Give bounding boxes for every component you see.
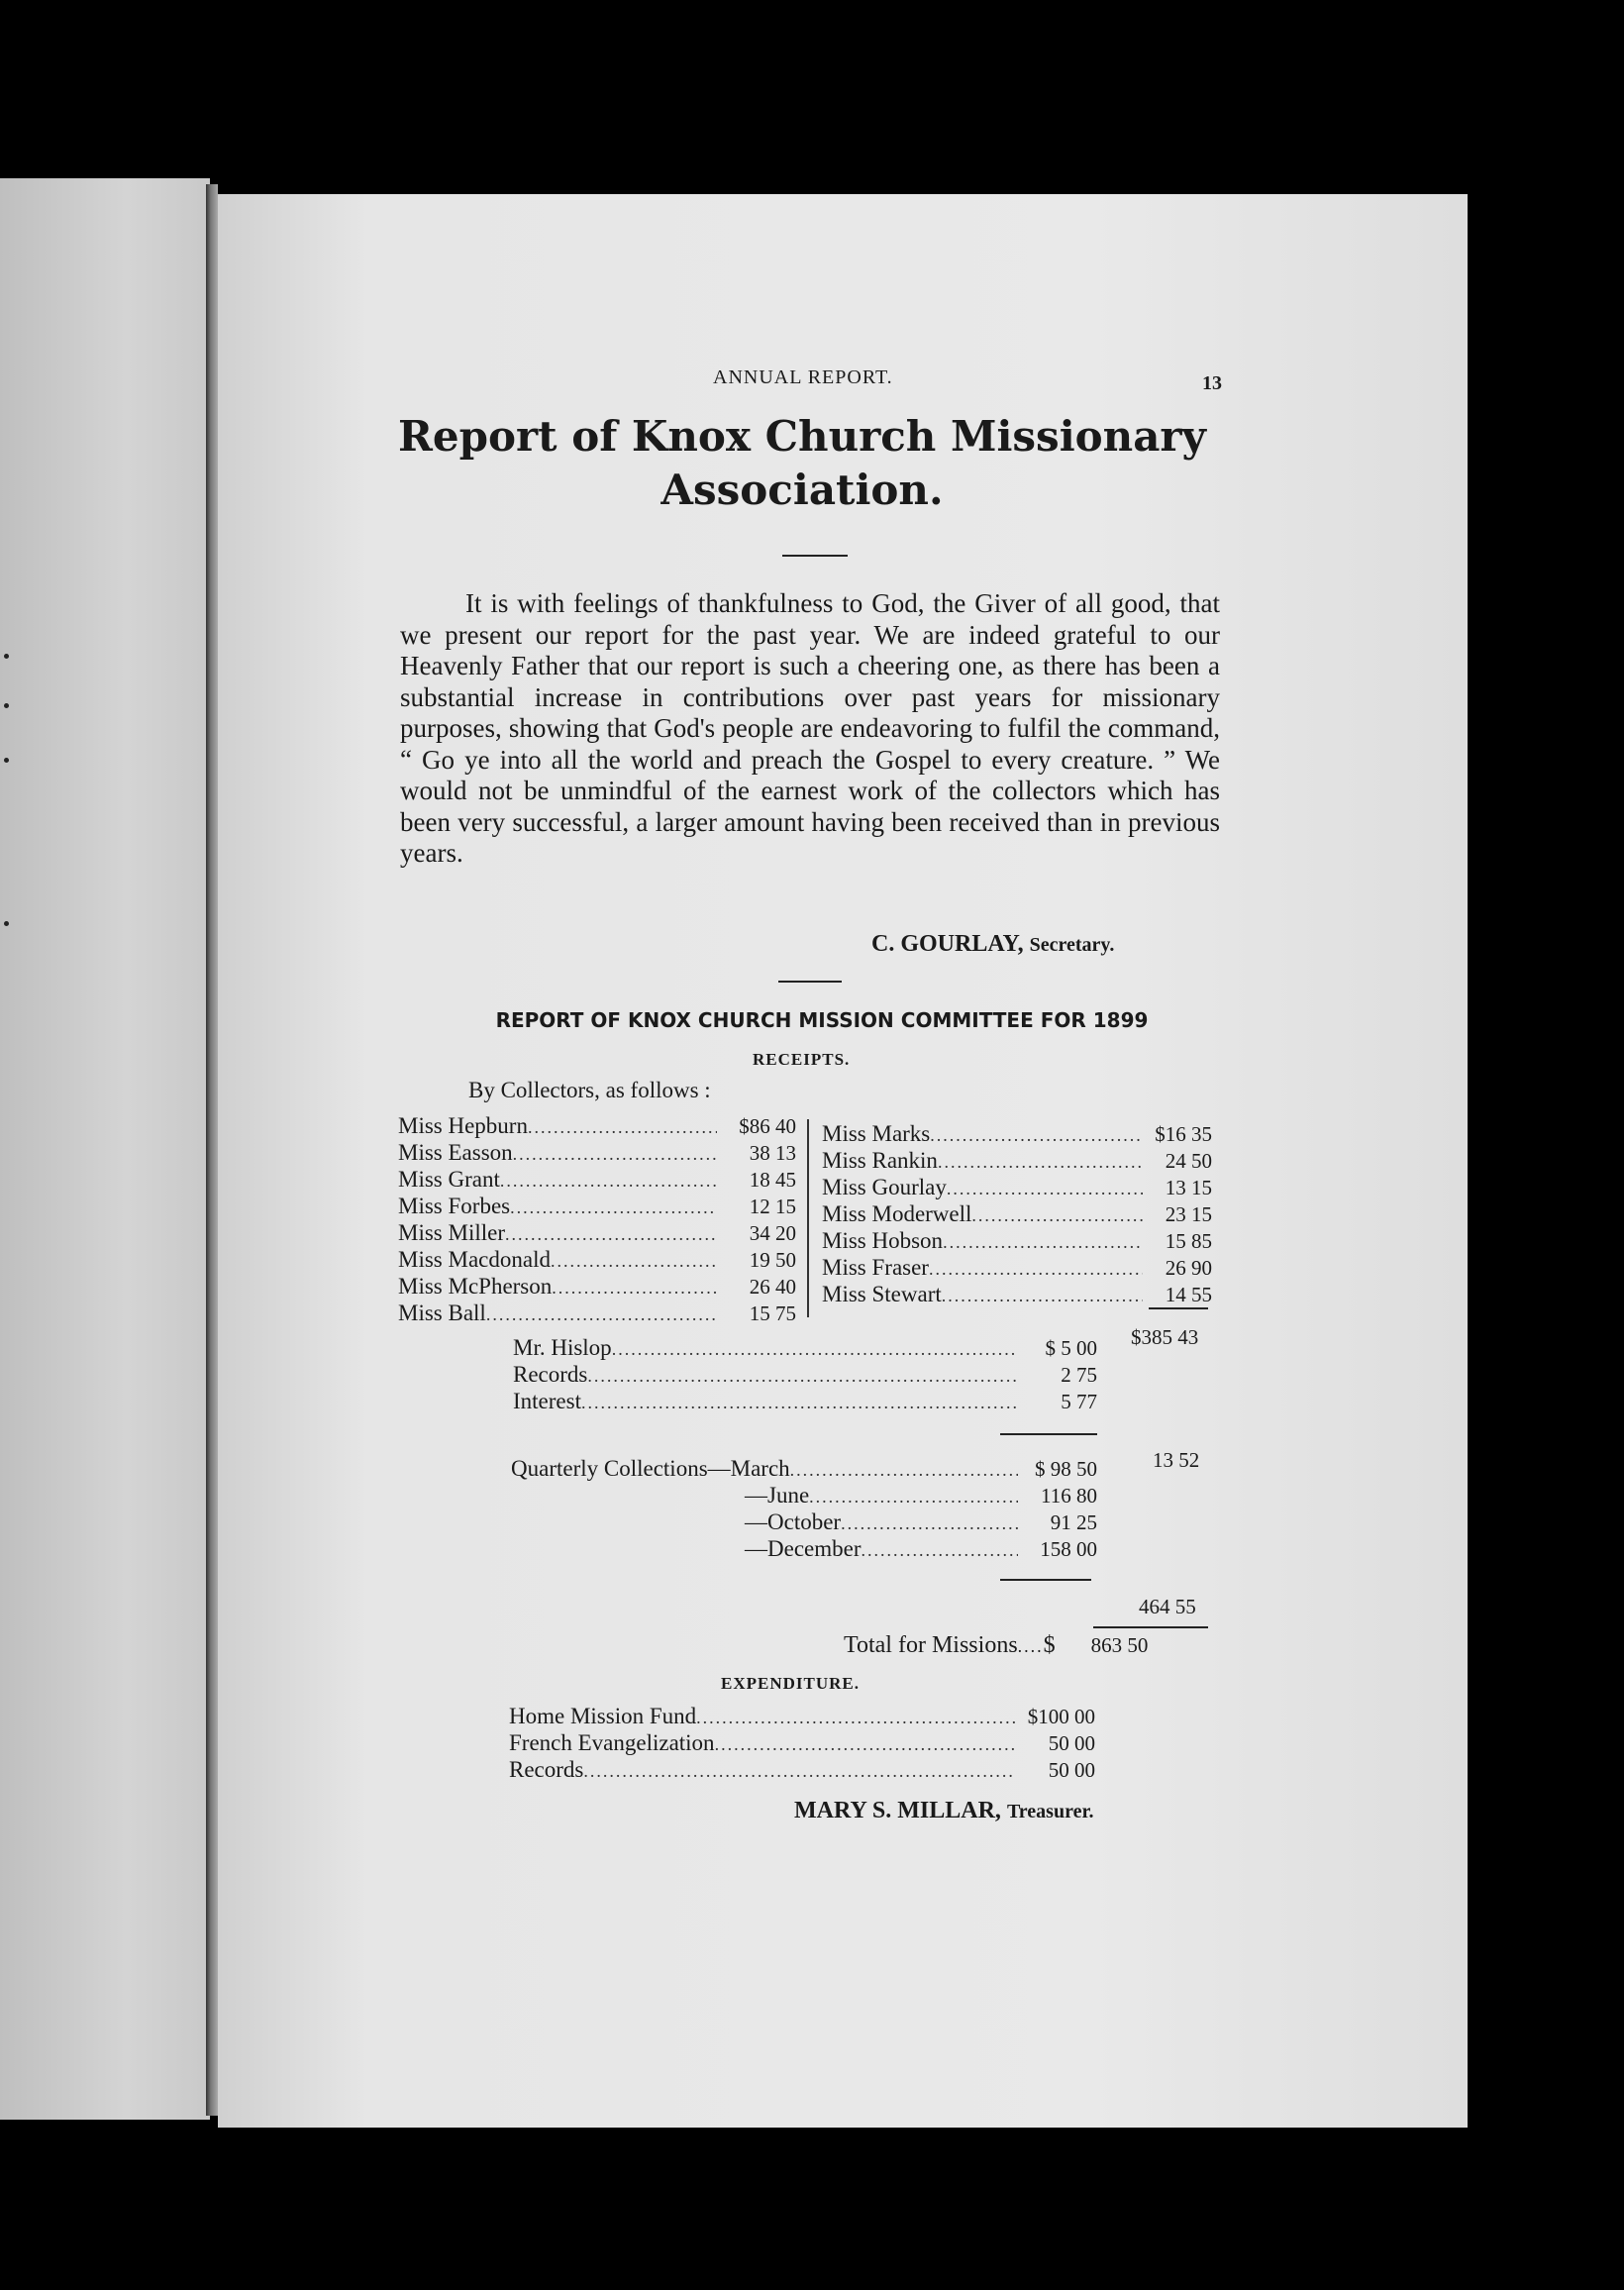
quarterly-amount: 158 00 — [1040, 1537, 1097, 1561]
total-amount: 863 50 — [1090, 1633, 1149, 1657]
collector-amount: 12 15 — [749, 1195, 796, 1218]
collectors-total: $385 43 — [1131, 1325, 1199, 1349]
expenditure-name: Home Mission Fund — [509, 1704, 697, 1728]
quarterly-row — [511, 1483, 1097, 1509]
collector-amount: 26 90 — [1165, 1256, 1212, 1280]
quarterly-row — [511, 1536, 1097, 1563]
collectors-intro: By Collectors, as follows : — [468, 1078, 711, 1102]
collector-row — [398, 1247, 796, 1274]
total-dollar-sign: $ — [1043, 1632, 1056, 1658]
leader-dots — [715, 1732, 1016, 1757]
collector-row — [822, 1175, 1212, 1201]
margin-mark — [4, 758, 9, 763]
collectors-right-column — [822, 1121, 1212, 1308]
leader-dots — [505, 1222, 717, 1247]
collector-amount: 13 15 — [1165, 1176, 1212, 1199]
leader-dots — [971, 1203, 1143, 1228]
collector-row — [822, 1121, 1212, 1148]
collector-name: Miss Gourlay — [822, 1175, 947, 1199]
leader-dots — [583, 1759, 1016, 1784]
expenditure-row — [509, 1730, 1095, 1757]
quarterly-amount: 116 80 — [1041, 1484, 1097, 1508]
treasurer-name: MARY S. MILLAR, — [794, 1798, 1001, 1823]
expenditure-amount: $100 00 — [1027, 1705, 1095, 1728]
misc-row — [513, 1389, 1097, 1415]
leader-dots — [790, 1458, 1018, 1483]
collector-row — [822, 1148, 1212, 1175]
grand-total-rule — [1093, 1626, 1208, 1628]
collector-row — [398, 1140, 796, 1167]
collector-name: Miss Grant — [398, 1167, 500, 1192]
secretary-role: Secretary. — [1029, 934, 1115, 956]
book-gutter — [206, 184, 218, 2116]
misc-amount: $ 5 00 — [1045, 1336, 1097, 1360]
quarterly-amount: 91 25 — [1050, 1510, 1097, 1534]
leader-dots — [581, 1391, 1018, 1415]
quarterly-name: —June — [745, 1483, 810, 1508]
quarterly-row — [511, 1509, 1097, 1536]
collector-name: Miss Ball — [398, 1301, 486, 1325]
collector-name: Miss Rankin — [822, 1148, 938, 1173]
expenditure-name: French Evangelization — [509, 1730, 715, 1755]
report-title-line2: Association. — [660, 466, 944, 514]
collector-amount: 18 45 — [749, 1168, 796, 1192]
leader-dots — [551, 1249, 717, 1274]
expenditure-list — [509, 1704, 1095, 1784]
leader-dots — [930, 1123, 1143, 1148]
leader-dots — [513, 1142, 717, 1167]
collector-name: Miss Marks — [822, 1121, 931, 1146]
collector-row — [398, 1301, 796, 1327]
leader-dots — [587, 1364, 1018, 1389]
collector-name: Miss Fraser — [822, 1255, 929, 1280]
report-title-line1: Report of Knox Church Missionary — [398, 412, 1206, 461]
collector-name: Miss Miller — [398, 1220, 505, 1245]
intro-paragraph: It is with feelings of thankfulness to God, the Giver of all good, that we present our report for the past year. We are indeed grateful to our Heavenly Father that our report is such a cheering one, as there has been a substantial increase in contributions over past years for missionary purposes, showing that God's people are endeavoring to fulfil the command, “ Go ye into all the world and preach the Gospel to every creature. ” We would not be unmindful of the earnest work of the collectors which has been very successful, a larger amount having been received than in previous years. — [400, 588, 1220, 868]
secretary-name: C. GOURLAY, — [871, 931, 1024, 957]
misc-rule — [1000, 1433, 1097, 1435]
collector-row — [398, 1194, 796, 1220]
total-label: Total for Missions — [844, 1632, 1018, 1658]
margin-mark — [4, 703, 9, 708]
collector-amount: 38 13 — [749, 1141, 796, 1165]
leader-dots — [862, 1538, 1019, 1563]
leader-dots — [552, 1276, 717, 1301]
collector-name: Miss Forbes — [398, 1194, 511, 1218]
expenditure-row — [509, 1704, 1095, 1730]
collector-row — [822, 1282, 1212, 1308]
running-head: ANNUAL REPORT. — [713, 366, 893, 388]
column-divider — [807, 1119, 809, 1317]
quarterly-name: —December — [745, 1536, 862, 1561]
collector-row — [822, 1228, 1212, 1255]
subtotal-rule — [1149, 1307, 1208, 1309]
collector-amount: 14 55 — [1165, 1283, 1212, 1306]
section-rule — [778, 981, 842, 983]
expenditure-amount: 50 00 — [1048, 1731, 1095, 1755]
collectors-left-column — [398, 1113, 796, 1327]
collector-amount: $86 40 — [739, 1114, 796, 1138]
total-for-missions — [844, 1632, 1148, 1659]
quarterly-amount: $ 98 50 — [1035, 1457, 1097, 1481]
collector-amount: 15 75 — [749, 1301, 796, 1325]
misc-row — [513, 1362, 1097, 1389]
committee-heading: REPORT OF KNOX CHURCH MISSION COMMITTEE FOR 1899 — [495, 1008, 1149, 1032]
treasurer-signature — [794, 1798, 1094, 1824]
leader-dots — [841, 1511, 1018, 1536]
collector-name: Miss Hepburn — [398, 1113, 528, 1138]
leader-dots — [943, 1230, 1143, 1255]
misc-name: Mr. Hislop — [513, 1335, 612, 1360]
collector-amount: 15 85 — [1165, 1229, 1212, 1253]
collector-row — [398, 1113, 796, 1140]
leader-dots — [938, 1150, 1143, 1175]
leader-dots — [947, 1177, 1143, 1201]
receipts-heading: RECEIPTS. — [753, 1050, 851, 1069]
quarterly-row — [511, 1456, 1097, 1483]
leader-dots — [528, 1115, 717, 1140]
collector-amount: 24 50 — [1165, 1149, 1212, 1173]
misc-amount: 5 77 — [1061, 1390, 1097, 1413]
expenditure-heading: EXPENDITURE. — [721, 1674, 860, 1693]
leader-dots — [809, 1485, 1018, 1509]
facing-page — [0, 178, 210, 2120]
leader-dots — [929, 1257, 1143, 1282]
page-number: 13 — [1202, 372, 1222, 394]
misc-name: Records — [513, 1362, 588, 1387]
collector-amount: $16 35 — [1155, 1122, 1212, 1146]
misc-name: Interest — [513, 1389, 581, 1413]
expenditure-name: Records — [509, 1757, 584, 1782]
collector-name: Miss McPherson — [398, 1274, 553, 1299]
quarterly-collections — [511, 1456, 1097, 1563]
collector-row — [398, 1167, 796, 1194]
misc-total: 13 52 — [1153, 1448, 1200, 1472]
leader-dots — [942, 1284, 1143, 1308]
collector-row — [398, 1274, 796, 1301]
collector-row — [822, 1255, 1212, 1282]
misc-amount: 2 75 — [1061, 1363, 1097, 1387]
collector-name: Miss Easson — [398, 1140, 513, 1165]
collector-name: Miss Hobson — [822, 1228, 944, 1253]
misc-row — [513, 1335, 1097, 1362]
misc-receipts — [513, 1335, 1097, 1415]
collector-amount: 26 40 — [749, 1275, 796, 1299]
collector-name: Miss Macdonald — [398, 1247, 551, 1272]
leader-dots — [486, 1302, 717, 1327]
expenditure-amount: 50 00 — [1048, 1758, 1095, 1782]
leader-dots — [696, 1706, 1016, 1730]
treasurer-role: Treasurer. — [1006, 1801, 1094, 1822]
report-title — [376, 410, 1228, 517]
margin-mark — [4, 921, 9, 926]
collector-amount: 23 15 — [1165, 1202, 1212, 1226]
quarterly-name: Quarterly Collections—March — [511, 1456, 790, 1481]
leader-dots — [510, 1196, 717, 1220]
leader-dots: .... — [1017, 1636, 1044, 1656]
collector-name: Miss Stewart — [822, 1282, 942, 1306]
quarterly-rule — [1000, 1579, 1091, 1581]
quarterly-total: 464 55 — [1139, 1595, 1196, 1618]
margin-mark — [4, 654, 9, 659]
leader-dots — [612, 1337, 1018, 1362]
quarterly-name: —October — [745, 1509, 842, 1534]
collector-row — [398, 1220, 796, 1247]
secretary-signature — [871, 931, 1114, 958]
expenditure-row — [509, 1757, 1095, 1784]
leader-dots — [500, 1169, 717, 1194]
title-rule — [782, 555, 848, 557]
collector-amount: 19 50 — [749, 1248, 796, 1272]
collector-row — [822, 1201, 1212, 1228]
collector-name: Miss Moderwell — [822, 1201, 972, 1226]
collector-amount: 34 20 — [749, 1221, 796, 1245]
